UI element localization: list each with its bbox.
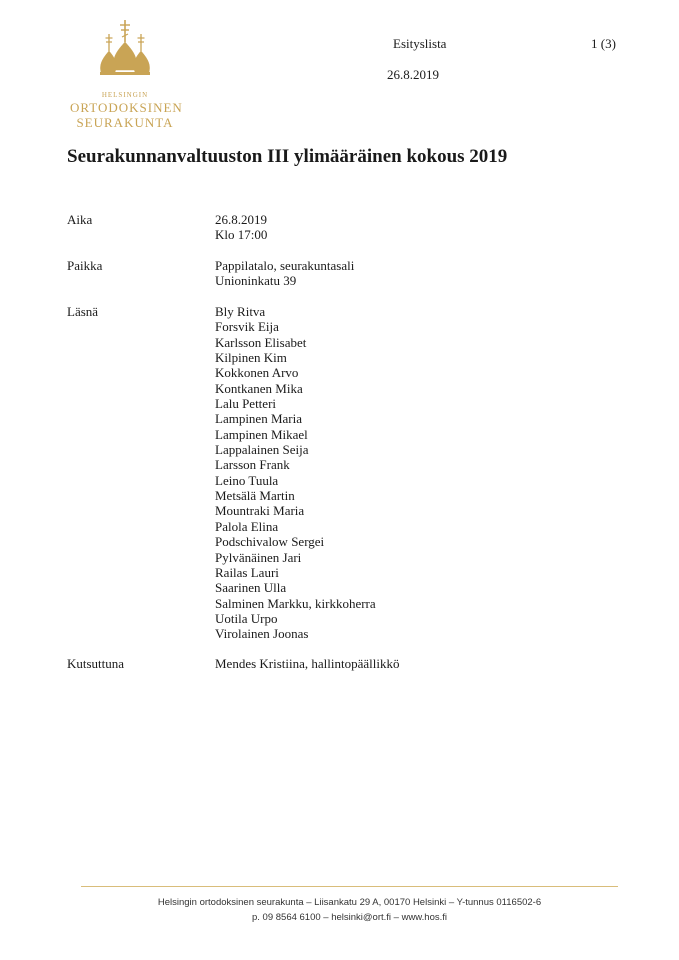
attendee-name: Saarinen Ulla bbox=[215, 580, 287, 596]
lasna-label: Läsnä bbox=[67, 304, 99, 319]
attendee-name: Kokkonen Arvo bbox=[215, 365, 299, 381]
attendee-name: Podschivalow Sergei bbox=[215, 534, 325, 550]
page-number: 1 (3) bbox=[591, 36, 616, 51]
parish-logo bbox=[70, 18, 183, 130]
paikka-venue: Pappilatalo, seurakuntasali bbox=[215, 258, 355, 273]
attendee-name: Lappalainen Seija bbox=[215, 442, 309, 458]
aika-label: Aika bbox=[67, 212, 93, 227]
church-domes-icon bbox=[97, 18, 153, 90]
attendee-name: Forsvik Eija bbox=[215, 319, 279, 335]
kutsuttuna-label: Kutsuttuna bbox=[67, 656, 125, 671]
attendee-name: Salminen Markku, kirkkoherra bbox=[215, 595, 376, 611]
attendee-name: Karlsson Elisabet bbox=[215, 334, 307, 350]
logo-line-1: HELSINGIN bbox=[101, 91, 149, 99]
logo-line-3: SEURAKUNTA bbox=[76, 115, 174, 130]
logo-wordmark bbox=[70, 91, 183, 130]
document-type: Esityslista bbox=[393, 36, 447, 51]
attendee-name: Virolainen Joonas bbox=[215, 626, 309, 642]
attendee-list bbox=[215, 304, 376, 642]
header-date: 26.8.2019 bbox=[387, 67, 439, 82]
paikka-value bbox=[215, 258, 354, 289]
attendee-name: Palola Elina bbox=[215, 518, 279, 534]
footer-address: Helsingin ortodoksinen seurakunta – Liisankatu 29 A, 00170 Helsinki – Y-tunnus 0116502-6 bbox=[157, 897, 542, 908]
attendee-name: Leino Tuula bbox=[215, 472, 279, 488]
aika-time: Klo 17:00 bbox=[215, 227, 268, 243]
footer-divider bbox=[81, 886, 618, 887]
attendee-name: Lampinen Mikael bbox=[215, 426, 308, 442]
attendee-name: Lampinen Maria bbox=[215, 411, 302, 427]
attendee-name: Uotila Urpo bbox=[215, 610, 278, 626]
footer-contact: p. 09 8564 6100 – helsinki@ort.fi – www.hos.fi bbox=[251, 912, 447, 923]
attendee-name: Larsson Frank bbox=[215, 457, 290, 473]
attendee-name: Bly Ritva bbox=[215, 304, 266, 319]
paikka-label: Paikka bbox=[67, 258, 103, 273]
aika-date: 26.8.2019 bbox=[215, 212, 267, 227]
attendee-name: Pylvänäinen Jari bbox=[215, 549, 302, 565]
kutsuttuna-value: Mendes Kristiina, hallintopäällikkö bbox=[215, 656, 400, 671]
document-title: Seurakunnanvaltuuston III ylimääräinen kokous 2019 bbox=[67, 146, 508, 167]
attendee-name: Lalu Petteri bbox=[215, 396, 277, 412]
logo-line-2: ORTODOKSINEN bbox=[70, 100, 183, 115]
attendee-name: Metsälä Martin bbox=[215, 488, 295, 504]
attendee-name: Mountraki Maria bbox=[215, 503, 305, 519]
paikka-address: Unioninkatu 39 bbox=[215, 273, 297, 289]
attendee-name: Kilpinen Kim bbox=[215, 350, 287, 366]
attendee-name: Railas Lauri bbox=[215, 564, 279, 580]
aika-value bbox=[215, 212, 267, 243]
attendee-name: Kontkanen Mika bbox=[215, 380, 303, 396]
